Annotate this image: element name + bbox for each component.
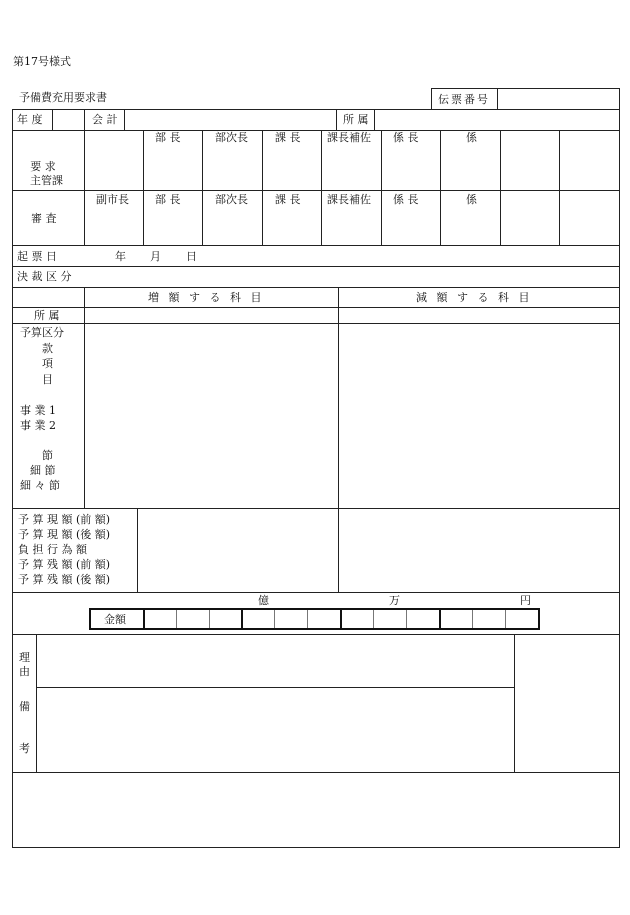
draft-date-label: 起 票 日 [17,250,57,263]
amount-label-2: 予 算 現 額 (後 額) [18,528,111,541]
draft-date-day: 日 [186,250,197,263]
slip-number-field[interactable] [499,90,618,108]
unit-en: 円 [520,594,531,607]
dept-label: 所 属 [34,309,60,322]
affiliation-field[interactable] [376,111,618,129]
account-field[interactable] [126,111,334,129]
form-number: 第17号様式 [13,55,71,68]
unit-oku: 億 [258,594,269,607]
budget-label-9: 節 [42,449,53,462]
review-title-7: 係 [466,193,477,206]
request-title-4: 課長補佐 [327,131,371,144]
amount-label: 金額 [104,613,126,626]
amount-label-5: 予 算 残 額 (後 額) [18,573,111,586]
form-title: 予備費充用要求書 [19,91,107,104]
review-label: 審 査 [31,212,57,225]
slip-number-label: 伝票番号 [438,93,490,106]
amount-label-1: 予 算 現 額 (前 額) [18,513,111,526]
budget-label-10: 細 節 [30,464,56,477]
amount-label-4: 予 算 残 額 (前 額) [18,558,111,571]
request-title-5: 係 長 [393,131,419,144]
decision-label: 決 裁 区 分 [17,270,72,283]
budget-label-2: 款 [42,342,53,355]
review-title-6: 係 長 [393,193,419,206]
budget-label-1: 予算区分 [20,326,64,339]
budget-label-6: 事 業 1 [20,404,56,417]
decision-field[interactable] [86,268,618,286]
request-title-2: 部次長 [215,131,248,144]
budget-label-3: 項 [42,357,53,370]
unit-man: 万 [389,594,400,607]
review-title-5: 課長補佐 [327,193,371,206]
decrease-header: 減 額 す る 科 目 [416,291,533,304]
draft-date-year: 年 [115,250,126,263]
reason-field[interactable] [38,636,512,686]
request-title-1: 部 長 [155,131,181,144]
request-title-3: 課 長 [275,131,301,144]
request-title-6: 係 [466,131,477,144]
year-label: 年 度 [17,113,43,126]
year-field[interactable] [54,111,82,129]
remarks-label: 備 考 [19,700,30,755]
account-label: 会 計 [92,113,118,126]
amount-label-3: 負 担 行 為 額 [18,543,87,556]
increase-header: 増 額 す る 科 目 [148,291,265,304]
request-dept-label: 要 求 主管課 [30,160,63,187]
affiliation-label: 所 属 [343,113,369,126]
budget-label-7: 事 業 2 [20,419,56,432]
amount-field[interactable] [145,610,538,628]
reason-label: 理 由 [19,651,30,678]
remarks-field[interactable] [38,689,512,771]
review-title-1: 副市長 [96,193,129,206]
draft-date-month: 月 [150,250,161,263]
budget-label-11: 細 々 節 [20,479,60,492]
review-title-3: 部次長 [215,193,248,206]
review-title-4: 課 長 [275,193,301,206]
budget-label-4: 目 [42,373,53,386]
review-title-2: 部 長 [155,193,181,206]
